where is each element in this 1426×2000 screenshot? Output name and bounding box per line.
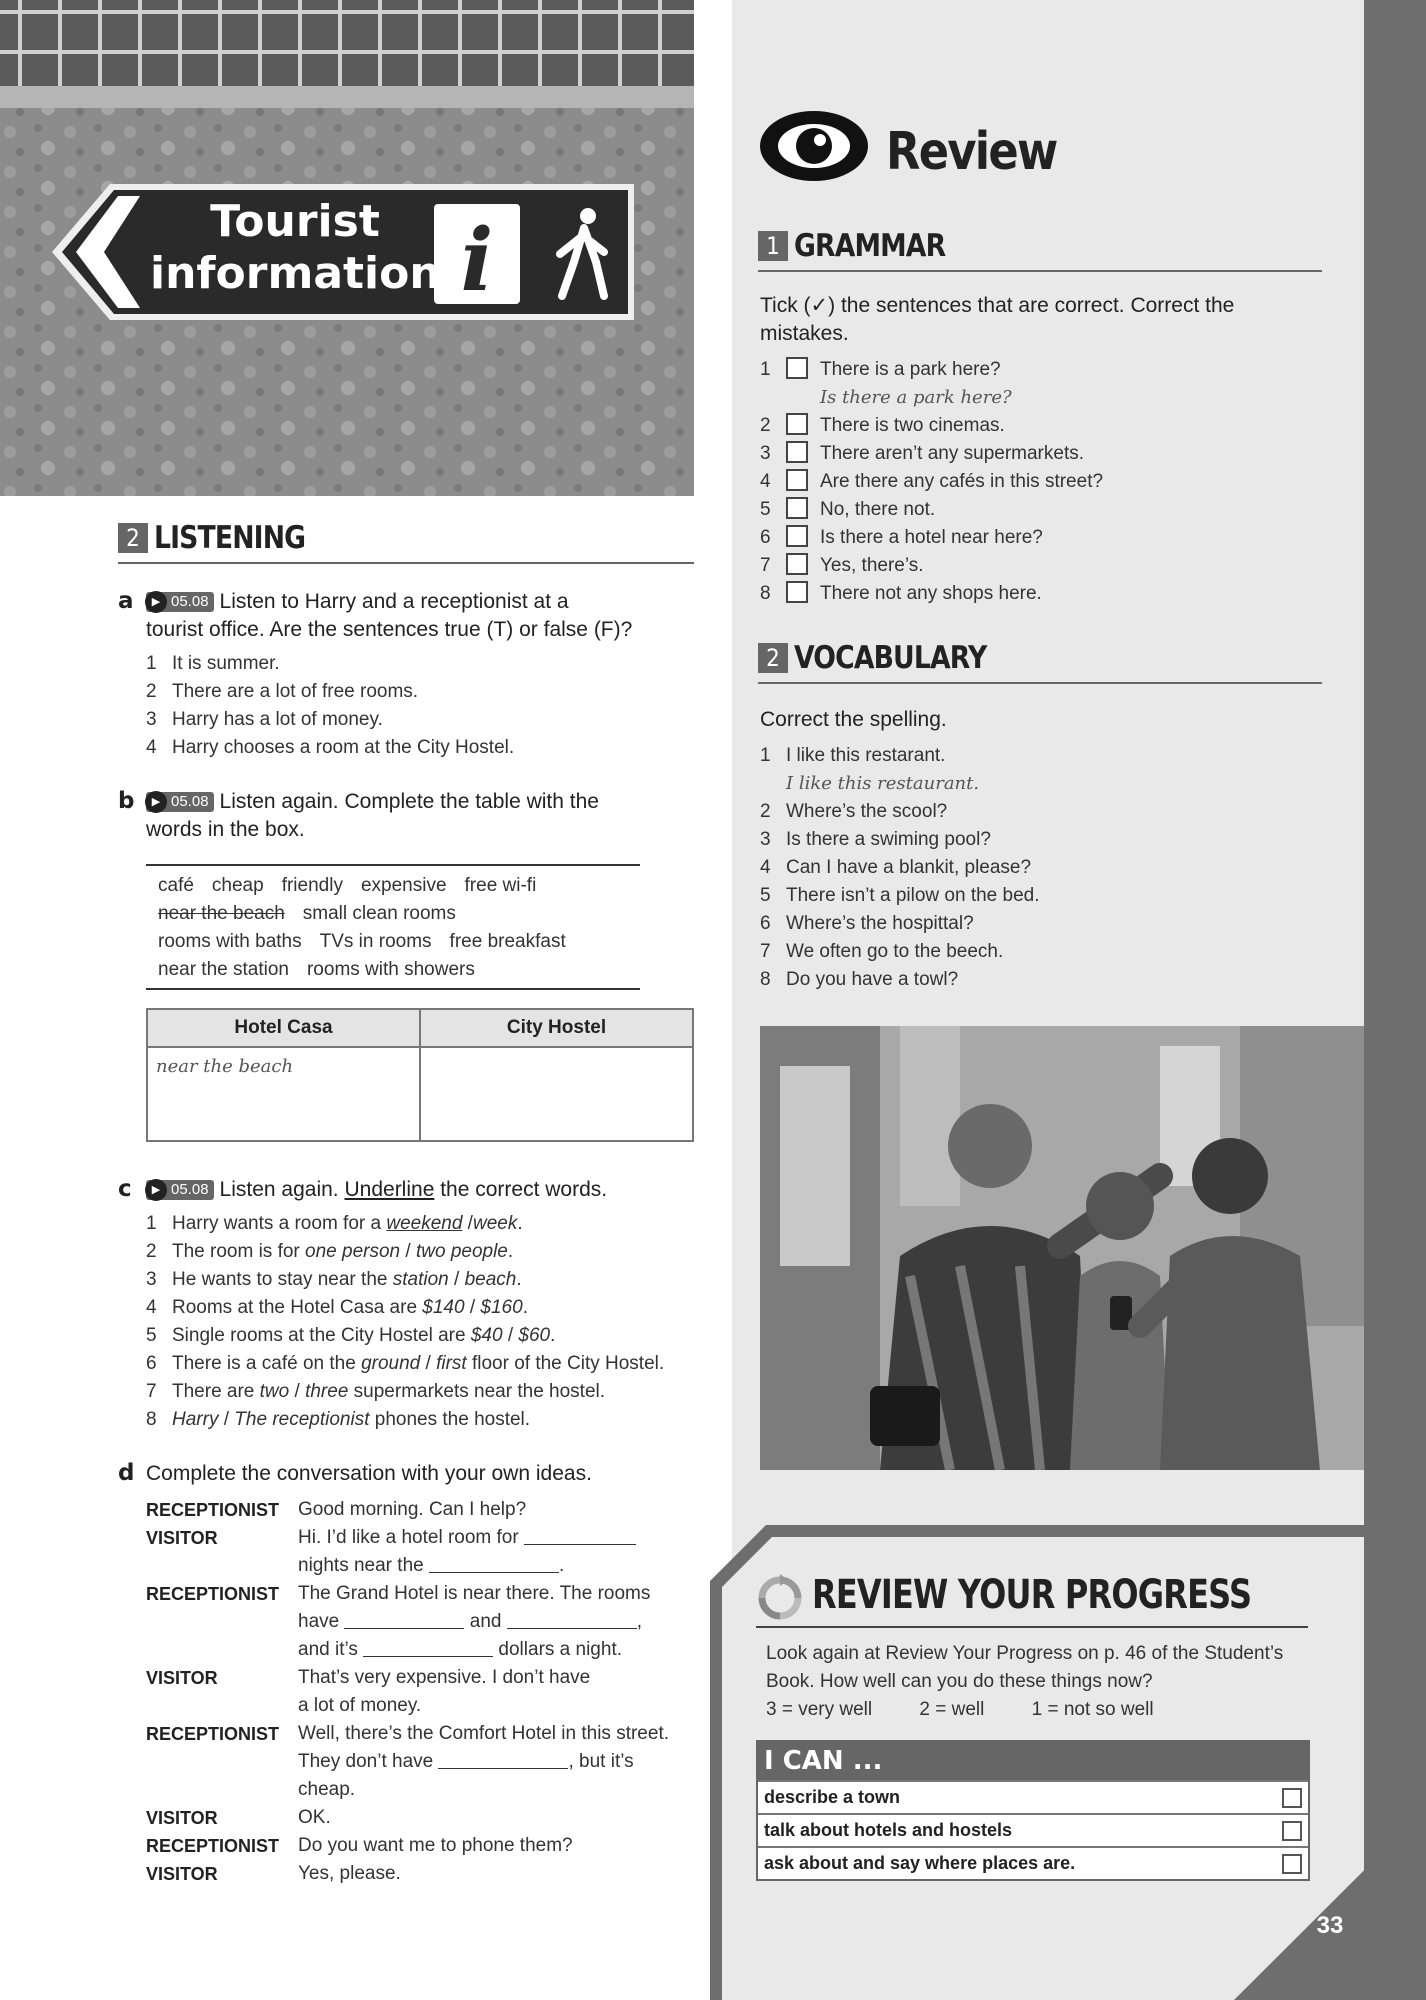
choice-option[interactable]: one person bbox=[305, 1241, 401, 1262]
review-title: Review bbox=[886, 122, 1057, 182]
answer-blank[interactable] bbox=[429, 1555, 559, 1573]
item-number: 4 bbox=[146, 1297, 157, 1318]
checkbox[interactable] bbox=[1282, 1788, 1302, 1808]
choice-option[interactable]: ground bbox=[361, 1353, 421, 1374]
item-number: 5 bbox=[760, 499, 771, 520]
item-number: 8 bbox=[760, 583, 771, 604]
item-number: 1 bbox=[146, 653, 157, 674]
item-text: Harry has a lot of money. bbox=[172, 709, 383, 730]
conversation-line: nights near the . bbox=[298, 1555, 565, 1576]
word-box-line bbox=[158, 928, 628, 956]
choice-option[interactable]: weekend bbox=[386, 1213, 463, 1234]
word-option: small clean rooms bbox=[302, 903, 456, 924]
item-number: 6 bbox=[760, 913, 771, 934]
speaker-label: RECEPTIONIST bbox=[146, 1584, 280, 1604]
choice-option[interactable]: beach bbox=[464, 1269, 517, 1290]
item-number: 3 bbox=[760, 829, 771, 850]
item-text: Are there any cafés in this street? bbox=[820, 471, 1104, 492]
hotel-table bbox=[146, 1008, 694, 1142]
speaker-label: VISITOR bbox=[146, 1864, 218, 1884]
tick-box[interactable] bbox=[786, 357, 808, 379]
item-number: 8 bbox=[760, 969, 771, 990]
list-item bbox=[760, 826, 991, 854]
tourists-photo bbox=[760, 1026, 1364, 1470]
sign-text: Tourist information bbox=[150, 196, 441, 299]
choice-option[interactable]: Harry bbox=[172, 1409, 219, 1430]
conversation-line: have and , bbox=[298, 1611, 643, 1632]
item-number: 2 bbox=[146, 1241, 157, 1262]
conversation-line: Hi. I’d like a hotel room for bbox=[298, 1524, 636, 1552]
audio-track[interactable]: ▶ 05.08 bbox=[146, 592, 214, 612]
section-title: LISTENING bbox=[154, 520, 306, 556]
item-text: Where’s the scool? bbox=[786, 801, 948, 822]
conversation-line: and it’s dollars a night. bbox=[298, 1639, 622, 1660]
table-header: City Hostel bbox=[420, 1009, 693, 1047]
item-number: 3 bbox=[146, 709, 157, 730]
conversation bbox=[146, 1496, 706, 1896]
page-number: 33 bbox=[1316, 1912, 1344, 1939]
item-number: 6 bbox=[760, 527, 771, 548]
list-item bbox=[760, 356, 1001, 384]
list-item bbox=[146, 734, 514, 762]
vocabulary-header bbox=[758, 640, 1322, 684]
item-text: Is there a swiming pool? bbox=[786, 829, 991, 850]
speaker-label: RECEPTIONIST bbox=[146, 1724, 280, 1744]
speaker-label: RECEPTIONIST bbox=[146, 1836, 280, 1856]
word-option: rooms with showers bbox=[306, 959, 475, 980]
tourist-info-photo bbox=[0, 0, 694, 496]
item-number: 2 bbox=[146, 681, 157, 702]
choice-option[interactable]: first bbox=[436, 1353, 467, 1374]
choice-option[interactable]: three bbox=[305, 1381, 349, 1402]
conversation-line: Well, there’s the Comfort Hotel in this street. bbox=[298, 1723, 670, 1744]
refresh-icon bbox=[756, 1574, 804, 1622]
list-item bbox=[760, 882, 1040, 910]
list-item: 5 Single rooms at the City Hostel are $40 / $60. bbox=[146, 1322, 555, 1350]
item-number: 4 bbox=[146, 737, 157, 758]
conversation-line: Do you want me to phone them? bbox=[298, 1835, 573, 1856]
word-struck: near the beach bbox=[158, 903, 285, 924]
i-can-table bbox=[756, 1740, 1310, 1881]
vocabulary-instruction: Correct the spelling. bbox=[760, 708, 947, 731]
conversation-line: cheap. bbox=[298, 1779, 356, 1800]
choice-option[interactable]: $140 bbox=[422, 1297, 465, 1318]
review-eye-icon bbox=[758, 108, 870, 184]
list-item bbox=[760, 580, 1042, 608]
item-number: 4 bbox=[760, 471, 771, 492]
tick-box[interactable] bbox=[786, 497, 808, 519]
grammar-instruction: Tick (✓) the sentences that are correct. Correct the mistakes. bbox=[760, 294, 1235, 345]
i-can-row: ask about and say where places are. bbox=[758, 1846, 1308, 1879]
item-text: There isn’t a pilow on the bed. bbox=[786, 885, 1040, 906]
item-text: It is summer. bbox=[172, 653, 280, 674]
conversation-line: Yes, please. bbox=[298, 1863, 401, 1884]
list-item: 3 He wants to stay near the station / beach. bbox=[146, 1266, 522, 1294]
list-item bbox=[760, 440, 1084, 468]
audio-track[interactable]: ▶ 05.08 bbox=[146, 1180, 214, 1200]
item-number: 5 bbox=[146, 1325, 157, 1346]
list-item bbox=[760, 910, 974, 938]
word-option: expensive bbox=[360, 875, 447, 896]
choice-option[interactable]: two bbox=[259, 1381, 290, 1402]
word-option: free breakfast bbox=[449, 931, 566, 952]
word-option: free wi-fi bbox=[464, 875, 537, 896]
list-item bbox=[760, 966, 958, 994]
list-item bbox=[146, 678, 418, 706]
section-number: 2 bbox=[118, 523, 148, 553]
progress-text: Look again at Review Your Progress on p. 46 of the Student’s Book. How well can you do these things now? 3 = very well 2 = well 1 = not so well bbox=[766, 1643, 1284, 1720]
word-option: rooms with baths bbox=[158, 931, 302, 952]
table-cell[interactable] bbox=[147, 1047, 420, 1141]
conversation-line: The Grand Hotel is near there. The rooms bbox=[298, 1583, 651, 1604]
choice-option[interactable]: week bbox=[472, 1213, 518, 1234]
conversation-line: Good morning. Can I help? bbox=[298, 1499, 527, 1520]
list-item bbox=[760, 552, 924, 580]
answer-blank[interactable] bbox=[363, 1639, 493, 1657]
item-number: 3 bbox=[760, 443, 771, 464]
word-option: near the station bbox=[158, 959, 289, 980]
item-number: 2 bbox=[760, 415, 771, 436]
i-can-row: talk about hotels and hostels bbox=[758, 1813, 1308, 1846]
section-title: GRAMMAR bbox=[794, 228, 946, 264]
checkbox[interactable] bbox=[1282, 1854, 1302, 1874]
section-title: VOCABULARY bbox=[794, 640, 987, 676]
exercise-letter: b bbox=[118, 788, 135, 814]
list-item bbox=[760, 524, 1043, 552]
item-text: Do you have a towl? bbox=[786, 969, 959, 990]
divider bbox=[756, 1626, 1308, 1628]
list-item bbox=[760, 854, 1031, 882]
list-item: 7 There are two / three supermarkets near the hostel. bbox=[146, 1378, 605, 1406]
item-number: 5 bbox=[760, 885, 771, 906]
item-number: 7 bbox=[760, 555, 771, 576]
speaker-label: VISITOR bbox=[146, 1528, 218, 1548]
list-item bbox=[760, 742, 945, 770]
play-icon: ▶ bbox=[145, 791, 167, 813]
tick-box[interactable] bbox=[786, 441, 808, 463]
play-icon: ▶ bbox=[145, 591, 167, 613]
conversation-line: That’s very expensive. I don’t have bbox=[298, 1667, 591, 1688]
item-text: Can I have a blankit, please? bbox=[786, 857, 1032, 878]
page-edge-strip bbox=[1364, 0, 1426, 2000]
word-box-line bbox=[158, 956, 628, 984]
choice-option[interactable]: The receptionist bbox=[234, 1409, 370, 1430]
list-item bbox=[760, 468, 1103, 496]
svg-text:i: i bbox=[460, 210, 494, 311]
item-text: I like this restarant. bbox=[786, 745, 946, 766]
list-item: 2 The room is for one person / two people. bbox=[146, 1238, 513, 1266]
word-box-line bbox=[158, 872, 628, 900]
item-text: Is there a hotel near here? bbox=[820, 527, 1043, 548]
exercise-b-instruction: ▶ 05.08 Listen again. Complete the table with the words in the box. bbox=[146, 790, 599, 841]
listening-header bbox=[118, 520, 694, 564]
tick-box[interactable] bbox=[786, 469, 808, 491]
answer-blank[interactable] bbox=[344, 1611, 464, 1629]
exercise-letter: c bbox=[118, 1176, 132, 1202]
word-option: TVs in rooms bbox=[319, 931, 432, 952]
exercise-c-instruction: ▶ 05.08 Listen again. Underline the correct words. bbox=[146, 1176, 706, 1204]
answer-blank[interactable] bbox=[507, 1611, 637, 1629]
checkbox[interactable] bbox=[1282, 1821, 1302, 1841]
item-text: There is two cinemas. bbox=[820, 415, 1005, 436]
item-text: There is a park here? bbox=[820, 359, 1001, 380]
tick-box[interactable] bbox=[786, 553, 808, 575]
list-item: 1 Harry wants a room for a weekend /week. bbox=[146, 1210, 523, 1238]
item-number: 1 bbox=[146, 1213, 157, 1234]
item-number: 6 bbox=[146, 1353, 157, 1374]
word-box-line bbox=[158, 900, 628, 928]
list-item: 8 Harry / The receptionist phones the hostel. bbox=[146, 1406, 530, 1434]
grammar-header bbox=[758, 228, 1322, 272]
item-number: 1 bbox=[760, 745, 771, 766]
choice-option[interactable]: station bbox=[392, 1269, 449, 1290]
exercise-d-instruction: Complete the conversation with your own ideas. bbox=[146, 1462, 592, 1485]
handwritten-answer: I like this restaurant. bbox=[786, 773, 980, 794]
tick-box[interactable] bbox=[786, 413, 808, 435]
play-icon: ▶ bbox=[145, 1179, 167, 1201]
tick-box[interactable] bbox=[786, 581, 808, 603]
item-number: 8 bbox=[146, 1409, 157, 1430]
i-can-row: describe a town bbox=[758, 1780, 1308, 1813]
item-number: 7 bbox=[146, 1381, 157, 1402]
item-number: 3 bbox=[146, 1269, 157, 1290]
exercise-letter: a bbox=[118, 588, 134, 614]
exercise-a-instruction: ▶ 05.08 Listen to Harry and a receptionist at a tourist office. Are the sentences true (T) or false (F)? bbox=[146, 590, 633, 641]
list-item bbox=[146, 706, 383, 734]
item-text: Yes, there’s. bbox=[820, 555, 924, 576]
speaker-label: RECEPTIONIST bbox=[146, 1500, 280, 1520]
item-text: There aren’t any supermarkets. bbox=[820, 443, 1085, 464]
list-item bbox=[760, 798, 947, 826]
answer-blank[interactable] bbox=[524, 1527, 636, 1545]
word-option: cheap bbox=[211, 875, 264, 896]
item-number: 4 bbox=[760, 857, 771, 878]
item-number: 7 bbox=[760, 941, 771, 962]
list-item bbox=[760, 412, 1005, 440]
speaker-label: VISITOR bbox=[146, 1808, 218, 1828]
word-box bbox=[146, 864, 640, 990]
speaker-label: VISITOR bbox=[146, 1668, 218, 1688]
choice-option[interactable]: two people bbox=[415, 1241, 508, 1262]
list-item bbox=[760, 496, 935, 524]
item-text: There are a lot of free rooms. bbox=[172, 681, 419, 702]
table-cell[interactable] bbox=[420, 1047, 693, 1141]
conversation-line: They don’t have , but it’s bbox=[298, 1751, 634, 1772]
answer-blank[interactable] bbox=[438, 1751, 568, 1769]
word-option: café bbox=[158, 875, 194, 896]
item-text: There not any shops here. bbox=[820, 583, 1042, 604]
item-text: Harry chooses a room at the City Hostel. bbox=[172, 737, 515, 758]
list-item bbox=[146, 650, 280, 678]
section-number: 2 bbox=[758, 643, 788, 673]
audio-track[interactable]: ▶ 05.08 bbox=[146, 792, 214, 812]
item-text: Where’s the hospittal? bbox=[786, 913, 974, 934]
table-header: Hotel Casa bbox=[147, 1009, 420, 1047]
item-text: We often go to the beech. bbox=[786, 941, 1004, 962]
conversation-line: a lot of money. bbox=[298, 1695, 422, 1716]
word-option: friendly bbox=[281, 875, 343, 896]
handwritten-answer: Is there a park here? bbox=[820, 387, 1012, 408]
item-number: 2 bbox=[760, 801, 771, 822]
item-number: 1 bbox=[760, 359, 771, 380]
list-item: 4 Rooms at the Hotel Casa are $140 / $160. bbox=[146, 1294, 528, 1322]
i-can-title: I CAN ... bbox=[758, 1742, 1308, 1780]
section-number: 1 bbox=[758, 231, 788, 261]
choice-option[interactable]: $60 bbox=[518, 1325, 551, 1346]
progress-title: REVIEW YOUR PROGRESS bbox=[812, 1572, 1252, 1618]
handwritten-answer: near the beach bbox=[156, 1056, 294, 1077]
list-item: 6 There is a café on the ground / first floor of the City Hostel. bbox=[146, 1350, 664, 1378]
conversation-line: OK. bbox=[298, 1807, 331, 1828]
choice-option[interactable]: $160 bbox=[480, 1297, 523, 1318]
list-item bbox=[760, 938, 1003, 966]
item-text: No, there not. bbox=[820, 499, 936, 520]
exercise-letter: d bbox=[118, 1460, 135, 1486]
tick-box[interactable] bbox=[786, 525, 808, 547]
choice-option[interactable]: $40 bbox=[470, 1325, 503, 1346]
